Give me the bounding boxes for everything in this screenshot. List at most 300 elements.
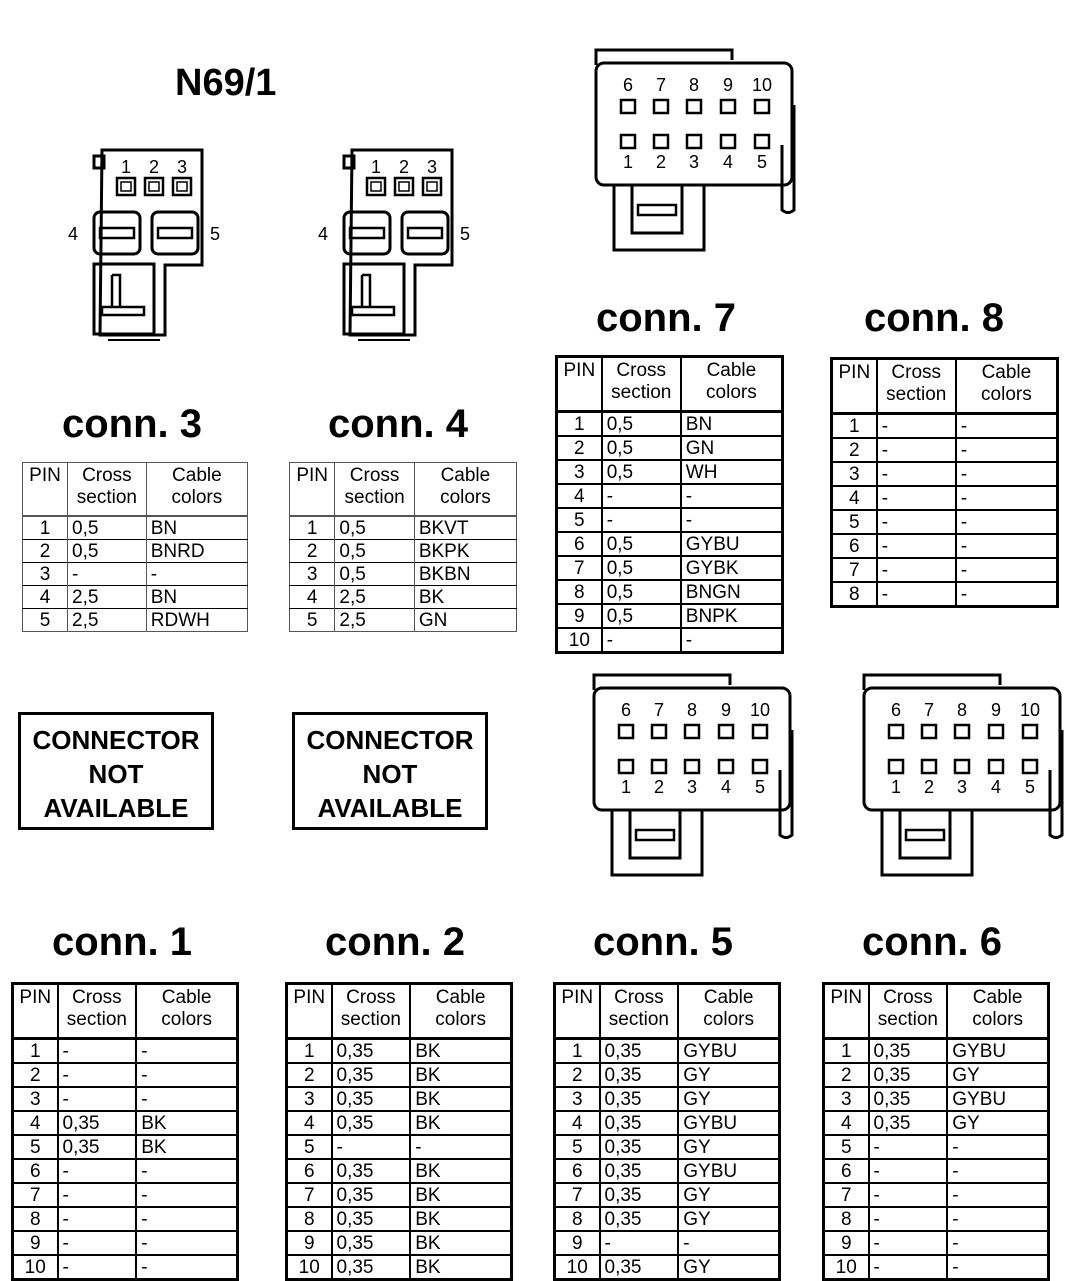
cable-color: GYBK xyxy=(681,556,783,580)
pin-label: 4 xyxy=(68,224,79,244)
table-row xyxy=(13,1111,238,1135)
table-row xyxy=(832,414,1058,439)
cross-section-header: Cross section xyxy=(602,357,681,412)
table-row xyxy=(13,1087,238,1111)
pin-number: 1 xyxy=(303,1040,315,1062)
pin-number: 2 xyxy=(824,1063,869,1087)
cross-section: - xyxy=(869,1135,948,1159)
pin-socket xyxy=(1023,760,1037,773)
cross-section: 0,35 xyxy=(600,1159,679,1183)
cross-section: - xyxy=(58,1063,137,1087)
conn4-pin-table xyxy=(289,462,517,632)
cross-section: 0,5 xyxy=(602,460,681,484)
pin-number: 4 xyxy=(287,1111,332,1135)
table-row xyxy=(23,609,248,632)
pin-number: 2 xyxy=(832,438,877,462)
cross-section: 0,35 xyxy=(869,1039,948,1064)
cable-color: - xyxy=(678,1231,779,1255)
cable-color: - xyxy=(956,558,1058,582)
page-title: N69/1 xyxy=(175,62,277,104)
table-row xyxy=(23,516,248,540)
pin-number: 1 xyxy=(840,1040,852,1062)
pin-number: 2 xyxy=(290,540,335,563)
pin-label: 1 xyxy=(370,157,382,177)
pin-label: 7 xyxy=(655,75,667,95)
cable-color: GYBU xyxy=(681,532,783,556)
table-row xyxy=(13,1207,238,1231)
table-row xyxy=(557,436,783,460)
pin-label: 2 xyxy=(148,157,160,177)
pin-number: 10 xyxy=(287,1255,332,1280)
pin-label: 9 xyxy=(720,700,732,720)
cross-section: 0,5 xyxy=(335,516,414,540)
cable-color: BNPK xyxy=(681,604,783,628)
cross-section: 0,35 xyxy=(58,1135,137,1159)
cable-color: BK xyxy=(410,1111,511,1135)
pin-number: 10 xyxy=(557,628,602,653)
table-row xyxy=(290,516,517,540)
cross-section: - xyxy=(877,582,956,607)
cable-color: GYBU xyxy=(678,1111,779,1135)
pin-label: 8 xyxy=(686,700,698,720)
cross-section: 0,35 xyxy=(332,1111,411,1135)
cable-color: - xyxy=(947,1255,1048,1280)
cable-color: BK xyxy=(136,1111,237,1135)
pin-label: 2 xyxy=(653,777,665,797)
pin-socket xyxy=(755,135,769,148)
pin-label: 1 xyxy=(620,777,632,797)
na-line-3: AVAILABLE xyxy=(43,793,189,823)
cable-color: - xyxy=(947,1183,1048,1207)
pin-label: 3 xyxy=(688,152,700,172)
conn5-title: conn. 5 xyxy=(593,920,734,964)
cross-section: 0,5 xyxy=(602,580,681,604)
pin-label: 8 xyxy=(688,75,700,95)
table-row xyxy=(13,1039,238,1064)
cable-color: - xyxy=(136,1207,237,1231)
pin-header: PIN xyxy=(13,984,58,1039)
table-row xyxy=(23,586,248,609)
cross-section: - xyxy=(877,510,956,534)
conn2-pin-table xyxy=(285,982,513,1281)
cross-section: 0,5 xyxy=(68,516,147,540)
pin-socket xyxy=(173,178,191,195)
cross-section: - xyxy=(869,1159,948,1183)
pin-number: 3 xyxy=(13,1087,58,1111)
pin-number: 5 xyxy=(23,609,68,632)
cross-section: 0,35 xyxy=(58,1111,137,1135)
pin-number: 7 xyxy=(832,558,877,582)
cable-color: - xyxy=(947,1159,1048,1183)
pin-socket xyxy=(721,135,735,148)
pin-label: 5 xyxy=(210,224,221,244)
pin-label: 10 xyxy=(749,700,771,720)
table-row xyxy=(824,1063,1049,1087)
table-row xyxy=(555,1039,780,1064)
table-row xyxy=(832,534,1058,558)
cable-color: - xyxy=(681,508,783,532)
cross-section: 0,5 xyxy=(68,540,147,563)
conn6-title: conn. 6 xyxy=(862,920,1003,964)
table-row xyxy=(555,1255,780,1280)
cross-section: - xyxy=(58,1039,137,1064)
cable-color: BN xyxy=(146,586,247,609)
cross-section: 0,5 xyxy=(602,556,681,580)
cable-color: - xyxy=(136,1039,237,1064)
table-row xyxy=(557,604,783,628)
pin-number: 6 xyxy=(557,532,602,556)
connector-6-drawing xyxy=(858,670,1068,880)
conn5-pin-table xyxy=(553,982,781,1281)
pin-label: 9 xyxy=(722,75,734,95)
cable-color: BN xyxy=(146,516,247,540)
cross-section-header: Cross section xyxy=(877,359,956,414)
table-row xyxy=(287,1159,512,1183)
cable-color: - xyxy=(956,582,1058,607)
drawing-stroke xyxy=(350,228,384,238)
pin-label: 7 xyxy=(923,700,935,720)
cable-colors-header: Cable colors xyxy=(947,984,1048,1039)
table-row xyxy=(290,609,517,632)
cross-section: 0,35 xyxy=(600,1087,679,1111)
pin-number: 4 xyxy=(290,586,335,609)
drawing-stroke xyxy=(612,810,702,875)
cable-color: - xyxy=(681,628,783,653)
pin-label: 3 xyxy=(686,777,698,797)
pin-number: 6 xyxy=(555,1159,600,1183)
na-line-3: AVAILABLE xyxy=(317,793,463,823)
pin-number: 5 xyxy=(13,1135,58,1159)
cross-section: - xyxy=(602,508,681,532)
pin-socket xyxy=(652,725,666,738)
pin-number: 4 xyxy=(555,1111,600,1135)
pin-number: 3 xyxy=(290,563,335,586)
cross-section: - xyxy=(869,1231,948,1255)
pin-socket xyxy=(889,725,903,738)
pin-number: 3 xyxy=(23,563,68,586)
pin-number: 9 xyxy=(13,1231,58,1255)
pin-socket xyxy=(367,178,385,195)
table-row xyxy=(832,486,1058,510)
cross-section: 2,5 xyxy=(68,609,147,632)
cross-section: 0,35 xyxy=(332,1159,411,1183)
cross-section: 2,5 xyxy=(335,586,414,609)
cross-section: 2,5 xyxy=(68,586,147,609)
pin-number: 2 xyxy=(555,1063,600,1087)
table-row xyxy=(23,563,248,586)
cable-colors-header: Cable colors xyxy=(678,984,779,1039)
pin-number: 10 xyxy=(824,1255,869,1280)
pin-number: 4 xyxy=(557,484,602,508)
na-line-1: CONNECTOR xyxy=(32,725,200,755)
pin-header: PIN xyxy=(23,463,68,517)
cable-color: GY xyxy=(678,1183,779,1207)
pin-header: PIN xyxy=(557,357,602,412)
cross-section: - xyxy=(877,438,956,462)
pin-label: 7 xyxy=(653,700,665,720)
na-line-2: NOT xyxy=(88,759,144,789)
pin-number: 1 xyxy=(306,517,318,539)
pin-label: 1 xyxy=(622,152,634,172)
drawing-stroke xyxy=(149,182,159,191)
conn4-title: conn. 4 xyxy=(328,402,469,446)
table-row xyxy=(555,1063,780,1087)
cable-color: - xyxy=(956,534,1058,558)
pin-socket xyxy=(619,760,633,773)
cross-section: 0,35 xyxy=(869,1111,948,1135)
cross-section: - xyxy=(869,1183,948,1207)
na-line-2: NOT xyxy=(362,759,418,789)
connector-not-available-2 xyxy=(292,712,488,830)
cable-color: - xyxy=(136,1183,237,1207)
pin-socket xyxy=(654,100,668,113)
table-row xyxy=(290,563,517,586)
table-row xyxy=(557,412,783,437)
table-row xyxy=(557,628,783,653)
table-row xyxy=(557,556,783,580)
pin-number: 4 xyxy=(832,486,877,510)
cross-section: - xyxy=(58,1087,137,1111)
drawing-stroke xyxy=(121,182,131,191)
pin-number: 7 xyxy=(287,1183,332,1207)
table-row xyxy=(824,1087,1049,1111)
drawing-stroke xyxy=(636,830,674,840)
drawing-stroke xyxy=(638,205,676,215)
pin-socket xyxy=(652,760,666,773)
pin-label: 5 xyxy=(1024,777,1036,797)
cable-color: - xyxy=(146,563,247,586)
pin-number: 4 xyxy=(824,1111,869,1135)
pin-number: 8 xyxy=(824,1207,869,1231)
cable-color: BNRD xyxy=(146,540,247,563)
pin-header: PIN xyxy=(555,984,600,1039)
pin-socket xyxy=(395,178,413,195)
pin-number: 9 xyxy=(824,1231,869,1255)
drawing-stroke xyxy=(614,185,704,250)
cross-section: 0,5 xyxy=(602,532,681,556)
table-row xyxy=(557,580,783,604)
pin-label: 3 xyxy=(956,777,968,797)
pin-number: 5 xyxy=(824,1135,869,1159)
pin-number: 3 xyxy=(824,1087,869,1111)
table-row xyxy=(555,1111,780,1135)
table-row xyxy=(13,1231,238,1255)
pin-number: 10 xyxy=(555,1255,600,1280)
drawing-stroke xyxy=(882,810,972,875)
cable-colors-header: Cable colors xyxy=(414,463,516,517)
pin-number: 10 xyxy=(13,1255,58,1280)
cable-color: BK xyxy=(410,1207,511,1231)
pin-socket xyxy=(619,725,633,738)
pin-socket xyxy=(654,135,668,148)
cross-section: - xyxy=(877,414,956,439)
table-row xyxy=(13,1255,238,1280)
pin-socket xyxy=(719,725,733,738)
cross-section: - xyxy=(58,1183,137,1207)
pin-socket xyxy=(685,760,699,773)
cross-section: - xyxy=(602,628,681,653)
pin-number: 4 xyxy=(23,586,68,609)
pin-label: 8 xyxy=(956,700,968,720)
pin-label: 4 xyxy=(318,224,329,244)
cross-section: - xyxy=(877,558,956,582)
cable-color: BK xyxy=(410,1039,511,1064)
pin-socket xyxy=(621,100,635,113)
cross-section: - xyxy=(869,1207,948,1231)
cross-section: 0,5 xyxy=(602,604,681,628)
pin-label: 9 xyxy=(990,700,1002,720)
cable-colors-header: Cable colors xyxy=(136,984,237,1039)
pin-label: 4 xyxy=(720,777,732,797)
table-row xyxy=(824,1039,1049,1064)
drawing-stroke xyxy=(362,275,370,308)
pin-label: 1 xyxy=(890,777,902,797)
cable-color: GYBU xyxy=(947,1039,1048,1064)
pin-number: 5 xyxy=(287,1135,332,1159)
pin-number: 1 xyxy=(571,1040,583,1062)
cable-color: BK xyxy=(410,1183,511,1207)
cross-section: - xyxy=(602,484,681,508)
table-row xyxy=(287,1255,512,1280)
pin-socket xyxy=(922,760,936,773)
cable-color: BNGN xyxy=(681,580,783,604)
table-row xyxy=(13,1159,238,1183)
cross-section: - xyxy=(600,1231,679,1255)
cable-colors-header: Cable colors xyxy=(146,463,247,517)
drawing-stroke xyxy=(900,810,950,858)
table-row xyxy=(557,532,783,556)
pin-socket xyxy=(955,760,969,773)
pin-number: 2 xyxy=(23,540,68,563)
pin-label: 10 xyxy=(751,75,773,95)
drawing-stroke xyxy=(427,182,437,191)
pin-number: 8 xyxy=(555,1207,600,1231)
cable-color: BK xyxy=(414,586,516,609)
pin-label: 1 xyxy=(120,157,132,177)
pin-number: 7 xyxy=(557,556,602,580)
conn3-pin-table xyxy=(22,462,248,632)
cable-color: GYBU xyxy=(678,1159,779,1183)
cable-color: - xyxy=(136,1087,237,1111)
cable-color: - xyxy=(947,1135,1048,1159)
conn7-title: conn. 7 xyxy=(596,296,737,340)
table-row xyxy=(555,1183,780,1207)
drawing-stroke xyxy=(344,264,404,334)
pin-number: 1 xyxy=(39,517,51,539)
pin-label: 5 xyxy=(756,152,768,172)
pin-socket xyxy=(621,135,635,148)
cross-section: 0,35 xyxy=(600,1039,679,1064)
cross-section: 0,35 xyxy=(600,1207,679,1231)
pin-number: 8 xyxy=(287,1207,332,1231)
pin-number: 5 xyxy=(555,1135,600,1159)
cross-section: 0,35 xyxy=(600,1111,679,1135)
cross-section: - xyxy=(877,462,956,486)
cable-color: BK xyxy=(410,1231,511,1255)
cable-colors-header: Cable colors xyxy=(956,359,1058,414)
drawing-stroke xyxy=(408,228,442,238)
drawing-stroke xyxy=(371,182,381,191)
latch-tab xyxy=(94,156,104,168)
table-row xyxy=(824,1159,1049,1183)
cable-color: GY xyxy=(678,1087,779,1111)
cross-section: - xyxy=(869,1255,948,1280)
cross-section: - xyxy=(877,534,956,558)
pin-number: 3 xyxy=(832,462,877,486)
pin-label: 2 xyxy=(923,777,935,797)
pin-header: PIN xyxy=(824,984,869,1039)
cable-color: BKBN xyxy=(414,563,516,586)
table-row xyxy=(832,438,1058,462)
table-row xyxy=(832,462,1058,486)
table-row xyxy=(557,460,783,484)
cross-section: - xyxy=(58,1159,137,1183)
table-row xyxy=(832,558,1058,582)
cable-color: WH xyxy=(681,460,783,484)
cable-color: GY xyxy=(947,1063,1048,1087)
table-row xyxy=(824,1255,1049,1280)
table-row xyxy=(832,582,1058,607)
cable-color: - xyxy=(956,510,1058,534)
pin-header: PIN xyxy=(287,984,332,1039)
cable-color: - xyxy=(136,1159,237,1183)
drawing-stroke xyxy=(177,182,187,191)
cable-colors-header: Cable colors xyxy=(681,357,783,412)
pin-number: 1 xyxy=(29,1040,41,1062)
cable-color: BKVT xyxy=(414,516,516,540)
pin-socket xyxy=(719,760,733,773)
pin-header: PIN xyxy=(290,463,335,517)
pin-socket xyxy=(1023,725,1037,738)
cable-color: BK xyxy=(410,1159,511,1183)
pin-label: 6 xyxy=(890,700,902,720)
cross-section-header: Cross section xyxy=(68,463,147,517)
table-row xyxy=(824,1111,1049,1135)
conn8-title: conn. 8 xyxy=(864,296,1005,340)
pin-socket xyxy=(687,100,701,113)
pin-number: 8 xyxy=(557,580,602,604)
table-row xyxy=(557,484,783,508)
connector-7-drawing xyxy=(590,45,800,255)
cable-color: - xyxy=(947,1207,1048,1231)
table-row xyxy=(555,1159,780,1183)
cross-section: - xyxy=(58,1207,137,1231)
table-row xyxy=(824,1231,1049,1255)
pin-number: 3 xyxy=(557,460,602,484)
drawing-stroke xyxy=(906,830,944,840)
drawing-stroke xyxy=(399,182,409,191)
cable-color: RDWH xyxy=(146,609,247,632)
drawing-stroke xyxy=(100,228,134,238)
drawing-stroke xyxy=(158,228,192,238)
pin-socket xyxy=(989,760,1003,773)
cable-color: - xyxy=(136,1255,237,1280)
cable-color: - xyxy=(136,1231,237,1255)
table-row xyxy=(555,1087,780,1111)
pin-number: 4 xyxy=(13,1111,58,1135)
table-row xyxy=(824,1207,1049,1231)
pin-socket xyxy=(423,178,441,195)
cross-section: 0,5 xyxy=(602,412,681,437)
cross-section: 0,35 xyxy=(332,1039,411,1064)
pin-label: 3 xyxy=(176,157,188,177)
latch-tab xyxy=(344,156,354,168)
cross-section-header: Cross section xyxy=(335,463,414,517)
cable-color: GN xyxy=(681,436,783,460)
pin-socket xyxy=(753,760,767,773)
cable-color: - xyxy=(956,486,1058,510)
table-row xyxy=(13,1183,238,1207)
